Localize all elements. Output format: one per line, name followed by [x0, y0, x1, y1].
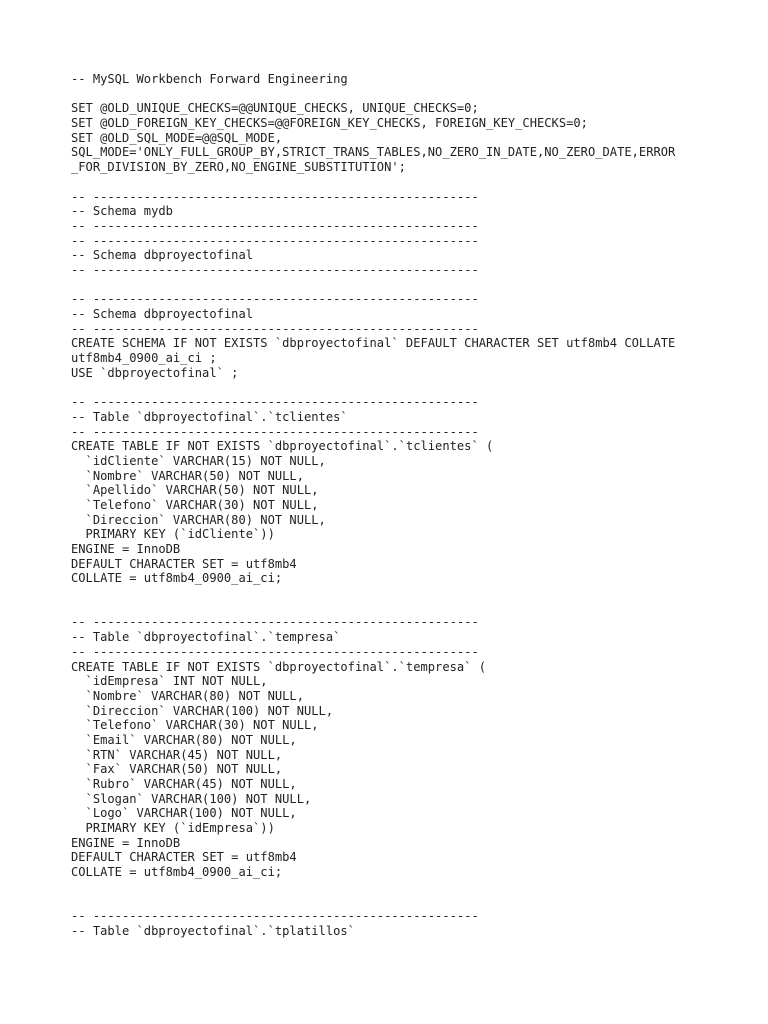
code-line: CREATE TABLE IF NOT EXISTS `dbproyectofinal`.`tclientes` (: [71, 439, 494, 454]
code-line: PRIMARY KEY (`idEmpresa`)): [71, 821, 275, 836]
code-line: USE `dbproyectofinal` ;: [71, 365, 239, 380]
code-line: `Logo` VARCHAR(100) NOT NULL,: [71, 806, 297, 821]
code-line: -- MySQL Workbench Forward Engineering: [71, 72, 348, 86]
code-line: _FOR_DIVISION_BY_ZERO,NO_ENGINE_SUBSTITUTION';: [71, 160, 406, 175]
code-line: -- -----------------------------------------------------: [71, 189, 479, 204]
code-line: `Direccion` VARCHAR(80) NOT NULL,: [71, 512, 326, 527]
code-line: `Fax` VARCHAR(50) NOT NULL,: [71, 762, 283, 777]
code-line: `Nombre` VARCHAR(80) NOT NULL,: [71, 688, 304, 703]
code-line: `RTN` VARCHAR(45) NOT NULL,: [71, 747, 283, 762]
code-line: `Telefono` VARCHAR(30) NOT NULL,: [71, 497, 319, 512]
code-line: -- Table `dbproyectofinal`.`tplatillos`: [71, 923, 355, 938]
code-line: SET @OLD_UNIQUE_CHECKS=@@UNIQUE_CHECKS, UNIQUE_CHECKS=0;: [71, 101, 479, 116]
code-line: [71, 880, 751, 895]
code-line: -- -----------------------------------------------------: [71, 233, 479, 248]
code-line: [71, 278, 751, 293]
code-line: ENGINE = InnoDB: [71, 835, 181, 850]
code-line: `Telefono` VARCHAR(30) NOT NULL,: [71, 718, 319, 733]
code-line: -- -----------------------------------------------------: [71, 644, 479, 659]
code-line: `Direccion` VARCHAR(100) NOT NULL,: [71, 703, 334, 718]
code-line: `Nombre` VARCHAR(50) NOT NULL,: [71, 468, 304, 483]
code-line: `Rubro` VARCHAR(45) NOT NULL,: [71, 777, 297, 791]
code-line: `idCliente` VARCHAR(15) NOT NULL,: [71, 453, 326, 468]
code-line: CREATE SCHEMA IF NOT EXISTS `dbproyectofinal` DEFAULT CHARACTER SET utf8mb4 COLLATE: [71, 336, 676, 351]
code-line: `Slogan` VARCHAR(100) NOT NULL,: [71, 791, 312, 806]
code-line: DEFAULT CHARACTER SET = utf8mb4: [71, 850, 297, 865]
code-line: DEFAULT CHARACTER SET = utf8mb4: [71, 556, 297, 571]
code-line: -- Schema mydb: [71, 204, 173, 219]
code-line: COLLATE = utf8mb4_0900_ai_ci;: [71, 571, 283, 586]
code-line: -- -----------------------------------------------------: [71, 424, 479, 439]
sql-script: [71, 72, 751, 939]
code-line: SET @OLD_SQL_MODE=@@SQL_MODE,: [71, 130, 283, 145]
code-line: -- -----------------------------------------------------: [71, 262, 479, 277]
code-line: SET @OLD_FOREIGN_KEY_CHECKS=@@FOREIGN_KEY_CHECKS, FOREIGN_KEY_CHECKS=0;: [71, 116, 588, 131]
code-line: -- -----------------------------------------------------: [71, 321, 479, 336]
code-line: utf8mb4_0900_ai_ci ;: [71, 351, 217, 366]
code-line: COLLATE = utf8mb4_0900_ai_ci;: [71, 865, 283, 880]
code-line: PRIMARY KEY (`idCliente`)): [71, 527, 275, 542]
code-line: -- -----------------------------------------------------: [71, 292, 479, 307]
code-line: SQL_MODE='ONLY_FULL_GROUP_BY,STRICT_TRANS_TABLES,NO_ZERO_IN_DATE,NO_ZERO_DATE,ERROR: [71, 145, 676, 160]
code-line: [71, 380, 751, 395]
code-line: -- Schema dbproyectofinal: [71, 307, 254, 321]
code-line: `Email` VARCHAR(80) NOT NULL,: [71, 732, 297, 747]
code-line: -- Schema dbproyectofinal: [71, 248, 254, 263]
code-line: [71, 586, 751, 601]
code-line: [71, 87, 751, 102]
code-line: -- Table `dbproyectofinal`.`tclientes`: [71, 409, 348, 424]
code-line: -- -----------------------------------------------------: [71, 395, 479, 410]
code-line: -- Table `dbproyectofinal`.`tempresa`: [71, 630, 341, 645]
code-line: CREATE TABLE IF NOT EXISTS `dbproyectofinal`.`tempresa` (: [71, 659, 487, 674]
code-line: -- -----------------------------------------------------: [71, 909, 479, 924]
code-line: -- -----------------------------------------------------: [71, 615, 479, 630]
code-line: `idEmpresa` INT NOT NULL,: [71, 674, 268, 689]
code-line: [71, 175, 751, 190]
code-line: [71, 895, 751, 910]
code-line: -- -----------------------------------------------------: [71, 218, 479, 233]
code-line: [71, 601, 751, 616]
code-line: `Apellido` VARCHAR(50) NOT NULL,: [71, 483, 319, 498]
code-line: ENGINE = InnoDB: [71, 542, 181, 556]
